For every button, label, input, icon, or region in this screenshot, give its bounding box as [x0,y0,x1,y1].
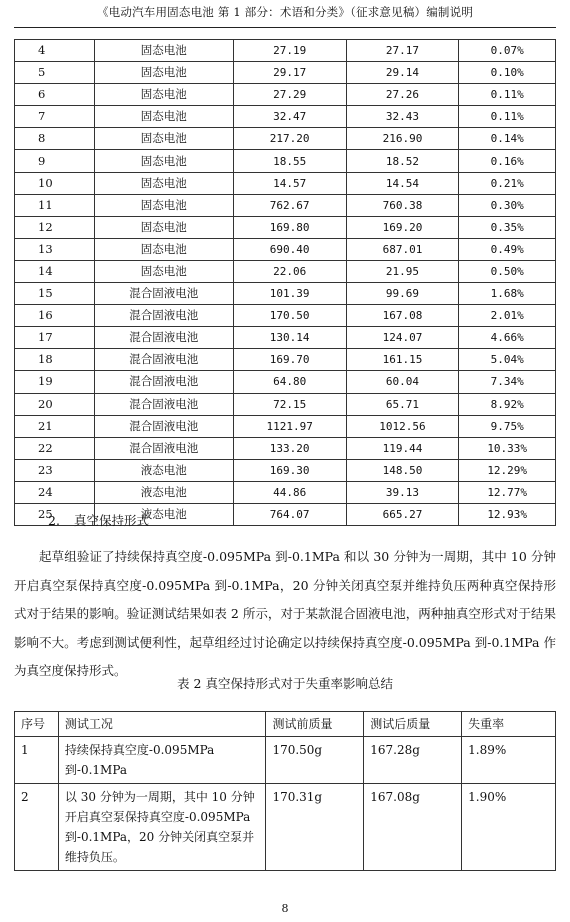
vacuum-mode-table [14,711,556,871]
table-cell: 665.27 [346,503,459,525]
table-cell: 0.50% [459,260,556,282]
table-cell: 液态电池 [94,503,233,525]
page-header: 《电动汽车用固态电池 第 1 部分：术语和分类》（征求意见稿）编制说明 [96,5,474,19]
table-cell: 12.77% [459,481,556,503]
table-cell: 0.11% [459,84,556,106]
vacuum-mode-table-body [15,712,556,871]
table-cell: 固态电池 [94,238,233,260]
table-row [15,260,556,282]
table-cell: 0.16% [459,150,556,172]
table-cell: 101.39 [233,283,346,305]
table-cell: 15 [15,283,95,305]
table-row [15,62,556,84]
table-cell: 0.30% [459,194,556,216]
table-cell: 5.04% [459,349,556,371]
table-row [15,737,556,784]
section-heading [48,511,163,529]
table-cell: 液态电池 [94,481,233,503]
table-cell: 44.86 [233,481,346,503]
table-cell: 169.30 [233,459,346,481]
table-cell: 固态电池 [94,84,233,106]
table-cell: 65.71 [346,393,459,415]
table-cell: 27.19 [233,40,346,62]
header-cell: 序号 [15,712,59,737]
table-cell: 0.21% [459,172,556,194]
loss-rate-table [14,39,556,526]
table-cell: 12.93% [459,503,556,525]
table-cell: 14.54 [346,172,459,194]
table-cell: 170.50 [233,305,346,327]
table-cell: 21.95 [346,260,459,282]
table-cell: 混合固液电池 [94,349,233,371]
table-row [15,238,556,260]
table-cell: 固态电池 [94,172,233,194]
table-cell: 216.90 [346,128,459,150]
table-cell: 8 [15,128,95,150]
table-cell: 混合固液电池 [94,305,233,327]
table-cell: 60.04 [346,371,459,393]
table-row [15,371,556,393]
table-cell: 7 [15,106,95,128]
table-cell: 161.15 [346,349,459,371]
table-cell: 170.50g [266,737,364,784]
table-cell: 20 [15,393,95,415]
table-cell: 固态电池 [94,106,233,128]
table-cell: 12 [15,216,95,238]
table-cell: 167.08g [364,784,462,871]
table-cell: 0.35% [459,216,556,238]
table-cell: 16 [15,305,95,327]
table-cell: 29.17 [233,62,346,84]
table-cell: 687.01 [346,238,459,260]
table-row [15,84,556,106]
section-title: 真空保持形式 [73,513,149,528]
table-cell: 0.14% [459,128,556,150]
table-cell: 167.08 [346,305,459,327]
header-cell: 失重率 [462,712,556,737]
table-cell: 1012.56 [346,415,459,437]
table-cell: 1.90% [462,784,556,871]
table-cell: 以 30 分钟为一周期，其中 10 分钟开启真空泵保持真空度-0.095MPa 到-0.1MPa，20 分钟关闭真空泵并维持负压。 [58,784,266,871]
table-cell: 24 [15,481,95,503]
table-cell: 混合固液电池 [94,415,233,437]
table-cell: 27.17 [346,40,459,62]
table-cell: 4 [15,40,95,62]
table-cell: 760.38 [346,194,459,216]
table-cell: 32.47 [233,106,346,128]
table-cell: 11 [15,194,95,216]
table-row [15,216,556,238]
table-cell: 167.28g [364,737,462,784]
table-cell: 混合固液电池 [94,371,233,393]
table-cell: 13 [15,238,95,260]
table-row [15,150,556,172]
table-cell: 10 [15,172,95,194]
table-cell: 17 [15,327,95,349]
table-cell: 19 [15,371,95,393]
table-cell: 169.80 [233,216,346,238]
table-cell: 5 [15,62,95,84]
table-cell: 混合固液电池 [94,437,233,459]
table-row [15,305,556,327]
table-cell: 22.06 [233,260,346,282]
table-cell: 混合固液电池 [94,283,233,305]
table-cell: 持续保持真空度-0.095MPa 到-0.1MPa [58,737,266,784]
table-cell: 固态电池 [94,40,233,62]
table-cell: 29.14 [346,62,459,84]
table-cell: 9.75% [459,415,556,437]
table-cell: 170.31g [266,784,364,871]
table-cell: 27.26 [346,84,459,106]
table-cell: 固态电池 [94,194,233,216]
table-cell: 25 [15,503,95,525]
table-row [15,194,556,216]
section-number: 2. [48,513,60,528]
header-rule [14,27,556,28]
table-row [15,327,556,349]
table-row [15,40,556,62]
table-cell: 99.69 [346,283,459,305]
table-cell: 32.43 [346,106,459,128]
table-cell: 124.07 [346,327,459,349]
page-number: 8 [281,902,289,915]
table-cell: 39.13 [346,481,459,503]
table-cell: 1.68% [459,283,556,305]
table-cell: 6 [15,84,95,106]
table-row [15,459,556,481]
table-cell: 固态电池 [94,260,233,282]
table-row [15,393,556,415]
table-cell: 1 [15,737,59,784]
table-row [15,437,556,459]
table-cell: 混合固液电池 [94,327,233,349]
table-cell: 7.34% [459,371,556,393]
table-cell: 762.67 [233,194,346,216]
table-cell: 130.14 [233,327,346,349]
table-cell: 217.20 [233,128,346,150]
table-cell: 148.50 [346,459,459,481]
table-cell: 2.01% [459,305,556,327]
table-cell: 23 [15,459,95,481]
table-row [15,283,556,305]
table-row [15,106,556,128]
table-cell: 21 [15,415,95,437]
table-cell: 4.66% [459,327,556,349]
table-row [15,784,556,871]
table-cell: 18.55 [233,150,346,172]
table-cell: 12.29% [459,459,556,481]
table-cell: 64.80 [233,371,346,393]
table-cell: 混合固液电池 [94,393,233,415]
table-cell: 690.40 [233,238,346,260]
table-cell: 119.44 [346,437,459,459]
table-cell: 固态电池 [94,216,233,238]
header-cell: 测试前质量 [266,712,364,737]
table-cell: 18.52 [346,150,459,172]
table-cell: 1.89% [462,737,556,784]
table-cell: 133.20 [233,437,346,459]
header-cell: 测试后质量 [364,712,462,737]
header-cell: 测试工况 [58,712,266,737]
table-cell: 0.07% [459,40,556,62]
table-cell: 169.70 [233,349,346,371]
table-cell: 27.29 [233,84,346,106]
table-row [15,481,556,503]
table-cell: 固态电池 [94,128,233,150]
table-cell: 14 [15,260,95,282]
table-cell: 液态电池 [94,459,233,481]
table-cell: 固态电池 [94,62,233,84]
table-cell: 18 [15,349,95,371]
table-cell: 8.92% [459,393,556,415]
table-cell: 169.20 [346,216,459,238]
body-paragraph: 起草组验证了持续保持真空度-0.095MPa 到-0.1MPa 和以 30 分钟为一周期，其中 10 分钟开启真空泵保持真空度-0.095MPa 到-0.1MPa，20 分钟关闭真空泵并维持负压两种真空保持形式对于结果的影响。验证测试结果如表 2 所示，对于某款混合固液电池，两种抽真空形式对于结果影响不大。考虑到测试便利性，起草组经过讨论确定以持续保持真空度-0.095MPa 到-0.1MPa 作为真空度保持形式。 [14,549,556,678]
table-cell: 0.10% [459,62,556,84]
table2-caption: 表 2 真空保持形式对于失重率影响总结 [177,676,393,691]
table-cell: 10.33% [459,437,556,459]
table-cell: 2 [15,784,59,871]
loss-rate-table-body [15,40,556,526]
table-cell: 9 [15,150,95,172]
table-row [15,415,556,437]
table-cell: 72.15 [233,393,346,415]
table-cell: 0.11% [459,106,556,128]
table-cell: 0.49% [459,238,556,260]
table-cell: 14.57 [233,172,346,194]
table-row [15,172,556,194]
table-row [15,349,556,371]
table-cell: 固态电池 [94,150,233,172]
table-header-row [15,712,556,737]
table-row [15,128,556,150]
table-cell: 1121.97 [233,415,346,437]
table-cell: 764.07 [233,503,346,525]
table-cell: 22 [15,437,95,459]
